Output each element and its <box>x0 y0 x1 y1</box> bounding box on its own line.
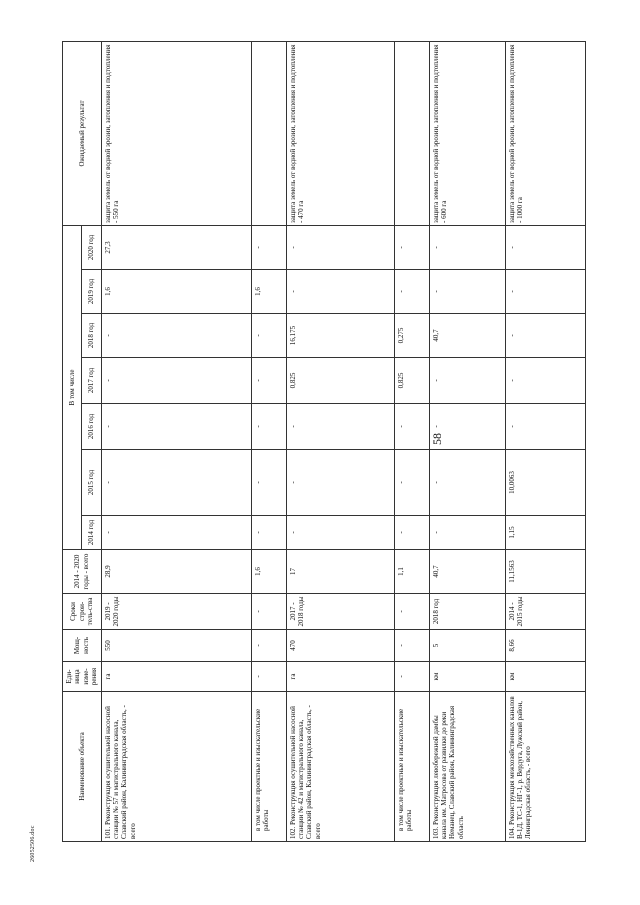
table-row <box>394 42 429 842</box>
cell-2019: - <box>505 270 585 314</box>
cell-unit: га <box>101 662 251 692</box>
cell-name: 103. Реконструкция левобережной дамбы канала им. Матросова от развилки до реки Неманец, Славский район, Калининградская область <box>429 692 505 842</box>
cell-2014: - <box>101 516 251 550</box>
cell-2016: - <box>286 404 394 450</box>
cell-2015: - <box>251 450 286 516</box>
cell-2018: 40,7 <box>429 314 505 358</box>
header-capacity: Мощ-ность <box>63 630 102 662</box>
table-row <box>251 42 286 842</box>
cell-result <box>251 42 286 226</box>
cell-2020: 27,3 <box>101 226 251 270</box>
document-id: 26052506.doc <box>30 825 36 862</box>
cell-capacity: - <box>394 630 429 662</box>
cell-result: защита земель от водной эрозии, затопления и подтопления - 600 га <box>429 42 505 226</box>
cell-2016: - <box>251 404 286 450</box>
cell-2019: - <box>286 270 394 314</box>
cell-2020: - <box>394 226 429 270</box>
cell-2014: - <box>394 516 429 550</box>
cell-2014: - <box>286 516 394 550</box>
cell-total: 1,1 <box>394 550 429 594</box>
cell-2015: - <box>429 450 505 516</box>
cell-unit: - <box>251 662 286 692</box>
cell-capacity: 550 <box>101 630 251 662</box>
cell-2016: - <box>101 404 251 450</box>
table-row <box>429 42 505 842</box>
cell-total: 40,7 <box>429 550 505 594</box>
cell-2014: - <box>429 516 505 550</box>
header-total: 2014 - 2020 годы - всего <box>63 550 102 594</box>
header-unit: Еди-ница изме-рения <box>63 662 102 692</box>
header-period: Сроки строи-тель-ства <box>63 594 102 630</box>
cell-result: защита земель от водной эрозии, затопления и подтопления - 470 га <box>286 42 394 226</box>
header-2015: 2015 год <box>82 450 101 516</box>
header-2016: 2016 год <box>82 404 101 450</box>
cell-name: 104. Реконструкция межхозяйственных каналов В-1Д, ТС-1, НГ-1, р. Вердуга, Лужский район, Ленинградская область, - всего <box>505 692 585 842</box>
cell-capacity: 8,66 <box>505 630 585 662</box>
cell-period: 2017 - 2018 годы <box>286 594 394 630</box>
header-2020: 2020 год <box>82 226 101 270</box>
cell-result: защита земель от водной эрозии, затопления и подтопления - 1000 га <box>505 42 585 226</box>
cell-result: защита земель от водной эрозии, затопления и подтопления - 550 га <box>101 42 251 226</box>
header-2019: 2019 год <box>82 270 101 314</box>
cell-2018: 16,175 <box>286 314 394 358</box>
cell-2017: - <box>429 358 505 404</box>
cell-2015: - <box>101 450 251 516</box>
cell-capacity: 470 <box>286 630 394 662</box>
cell-2020: - <box>505 226 585 270</box>
header-row-1 <box>63 42 82 842</box>
header-including: В том числе <box>63 226 82 550</box>
cell-2015: - <box>286 450 394 516</box>
cell-2014: 1,15 <box>505 516 585 550</box>
page-number: 58 <box>430 433 444 445</box>
table-row <box>286 42 394 842</box>
cell-2018: - <box>505 314 585 358</box>
cell-2020: - <box>286 226 394 270</box>
table-row <box>505 42 585 842</box>
table-stage <box>62 42 582 842</box>
cell-unit: км <box>505 662 585 692</box>
cell-2019: 1,6 <box>251 270 286 314</box>
header-2018: 2018 год <box>82 314 101 358</box>
cell-2018: 0,275 <box>394 314 429 358</box>
cell-total: 1,6 <box>251 550 286 594</box>
cell-name: в том числе проектные и изыскательские работы <box>394 692 429 842</box>
cell-total: 11,1563 <box>505 550 585 594</box>
cell-period: 2014 - 2015 годы <box>505 594 585 630</box>
cell-2018: - <box>251 314 286 358</box>
cell-2020: - <box>429 226 505 270</box>
cell-unit: га <box>286 662 394 692</box>
header-2017: 2017 год <box>82 358 101 404</box>
header-name: Наименование объекта <box>63 692 102 842</box>
cell-period: - <box>251 594 286 630</box>
cell-2020: - <box>251 226 286 270</box>
header-result: Ожидаемый результат <box>63 42 102 226</box>
cell-name: 101. Реконструкция осушительной насосной станции № 57 и магистрального канала, Славский район, Калининградская область, - всего <box>101 692 251 842</box>
cell-2016: - <box>394 404 429 450</box>
cell-name: 102. Реконструкция осушительной насосной станции № 42 и магистрального канала, Славский район, Калининградская область, - всего <box>286 692 394 842</box>
cell-total: 17 <box>286 550 394 594</box>
cell-2015: 10,0063 <box>505 450 585 516</box>
cell-name: в том числе проектные и изыскательские работы <box>251 692 286 842</box>
cell-2018: - <box>101 314 251 358</box>
cell-period: 2018 год <box>429 594 505 630</box>
cell-unit: - <box>394 662 429 692</box>
cell-2019: 1,6 <box>101 270 251 314</box>
cell-capacity: 5 <box>429 630 505 662</box>
cell-2017: - <box>251 358 286 404</box>
cell-total: 28,9 <box>101 550 251 594</box>
cell-2017: 0,825 <box>394 358 429 404</box>
cell-2017: - <box>101 358 251 404</box>
cell-2019: - <box>429 270 505 314</box>
cell-period: 2019 - 2020 годы <box>101 594 251 630</box>
header-2014: 2014 год <box>82 516 101 550</box>
cell-result <box>394 42 429 226</box>
cell-2015: - <box>394 450 429 516</box>
cell-2017: - <box>505 358 585 404</box>
cell-2019: - <box>394 270 429 314</box>
investment-table <box>62 41 586 842</box>
cell-2016: - <box>429 404 505 450</box>
cell-2016: - <box>505 404 585 450</box>
table-row <box>101 42 251 842</box>
cell-2014: - <box>251 516 286 550</box>
cell-unit: км <box>429 662 505 692</box>
cell-capacity: - <box>251 630 286 662</box>
cell-2017: 0,825 <box>286 358 394 404</box>
cell-period: - <box>394 594 429 630</box>
